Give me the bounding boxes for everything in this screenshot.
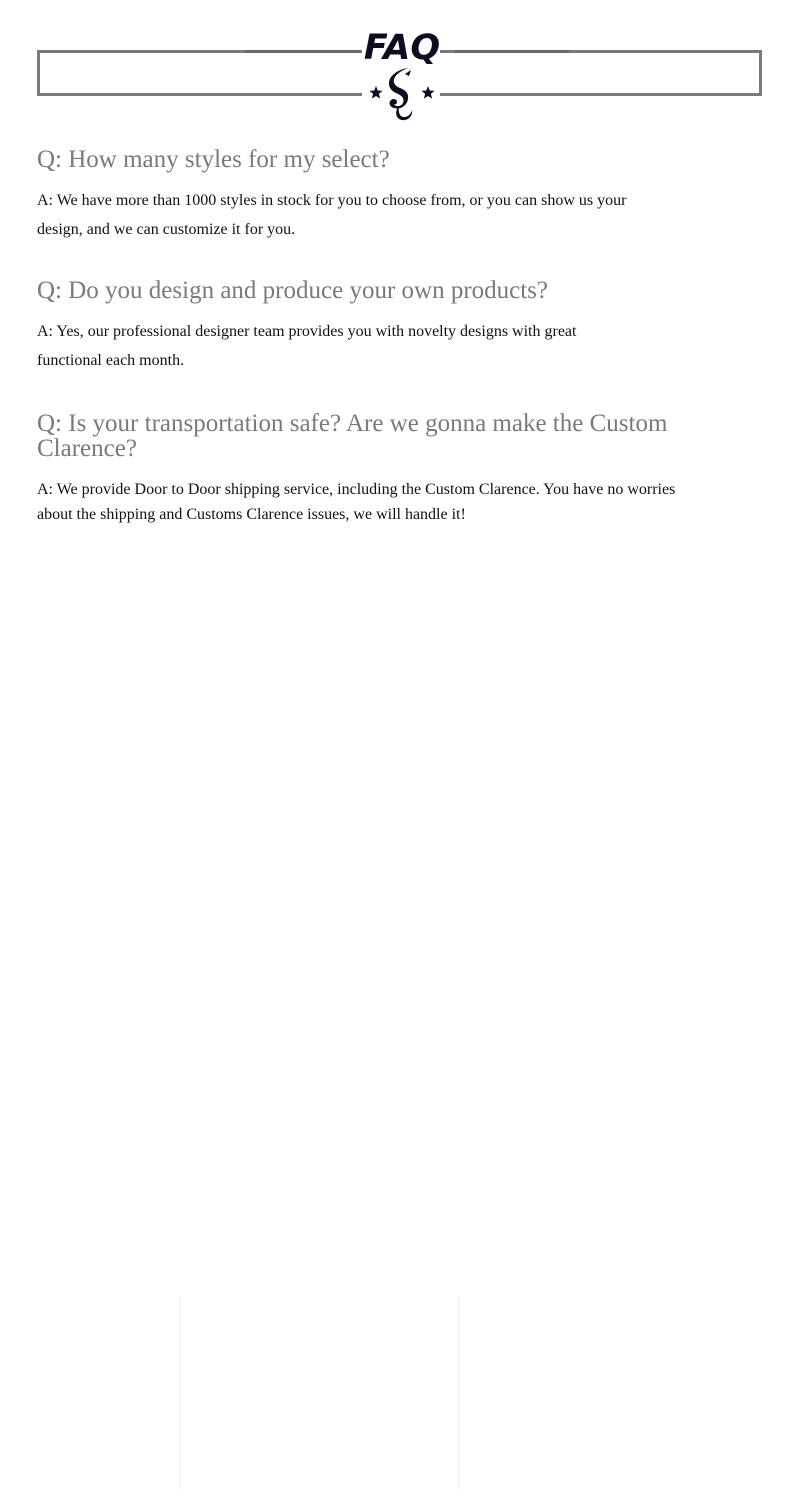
faint-divider xyxy=(180,1295,181,1490)
faq-question: Q: Do you design and produce your own products? xyxy=(37,277,549,304)
faq-answer: A: We have more than 1000 styles in stock for you to choose from, or you can show us your design, and we can customize it for you. xyxy=(37,192,627,238)
faq-banner xyxy=(0,0,800,130)
star-icon xyxy=(421,86,434,99)
frame-accent-right xyxy=(455,50,570,53)
dragon-emblem-icon xyxy=(364,66,438,122)
faq-question: Q: How many styles for my select? xyxy=(37,146,390,173)
frame-accent-left xyxy=(245,50,360,53)
faint-divider xyxy=(458,1295,459,1490)
faq-answer: A: Yes, our professional designer team provides you with novelty designs with great functional each month. xyxy=(37,323,577,369)
faq-title: FAQ xyxy=(363,28,441,68)
faq-item xyxy=(37,147,687,244)
faq-item xyxy=(37,278,687,375)
faq-item xyxy=(37,411,687,527)
faq-question: Q: Is your transportation safe? Are we gonna make the Custom Clarence? xyxy=(37,410,668,462)
star-icon xyxy=(369,86,382,99)
faq-answer: A: We provide Door to Door shipping service, including the Custom Clarence. You have no worries about the shipping and Customs Clarence issues, we will handle it! xyxy=(37,481,676,523)
